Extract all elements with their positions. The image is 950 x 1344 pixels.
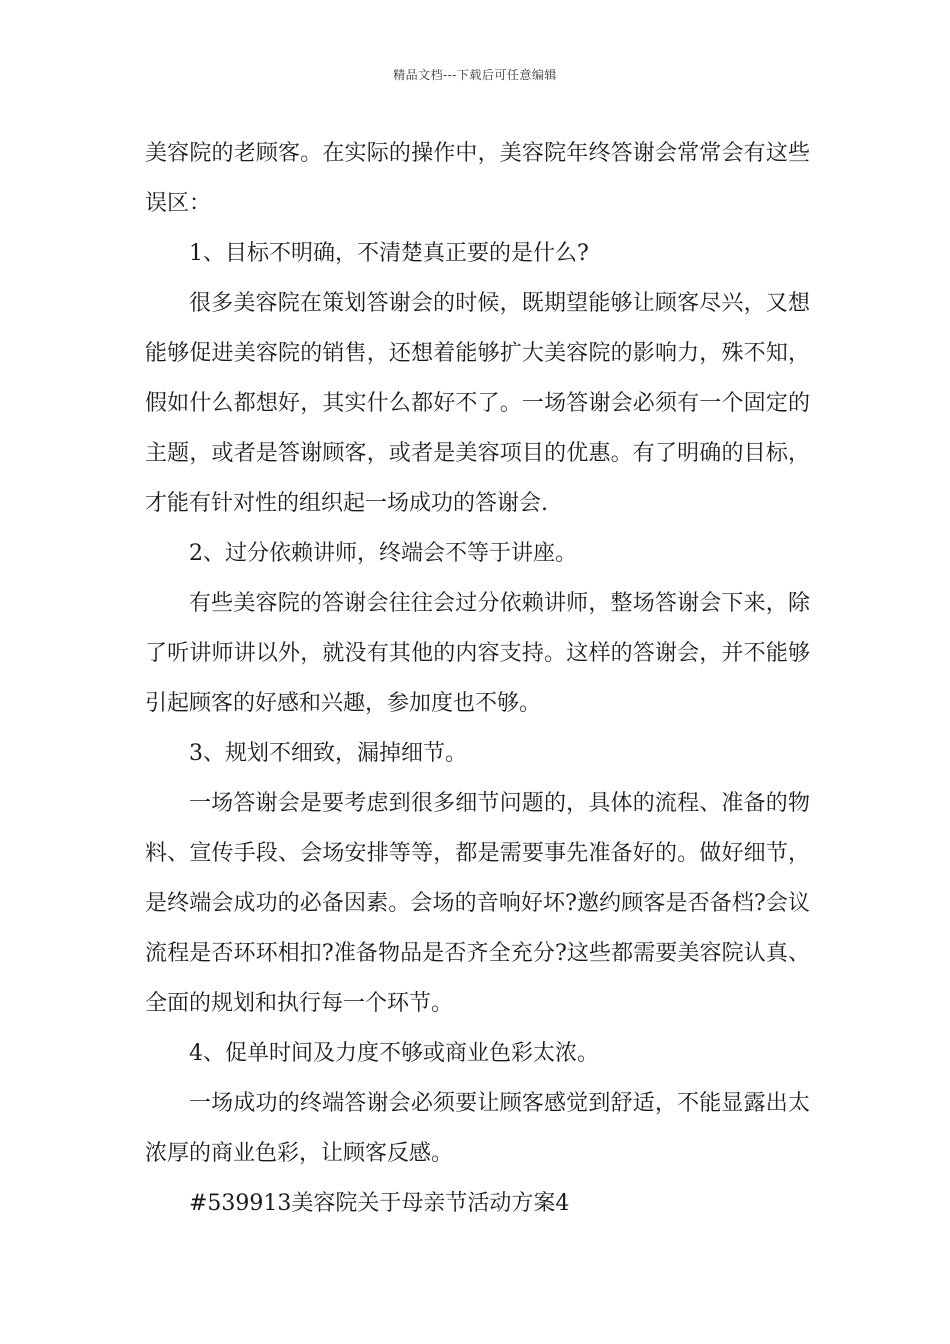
- paragraph-item-4: 一场成功的终端答谢会必须要让顾客感觉到舒适，不能显露出太浓厚的商业色彩，让顾客反感。: [145, 1091, 810, 1166]
- paragraph-item-1: 很多美容院在策划答谢会的时候，既期望能够让顾客尽兴，又想能够促进美容院的销售，还想着能够扩大美容院的影响力，殊不知，假如什么都想好，其实什么都好不了。一场答谢会必须有一个固定的主题，或者是答谢顾客，或者是美容项目的优惠。有了明确的目标，才能有针对性的组织起一场成功的答谢会.: [145, 291, 810, 516]
- heading-item-4: 4、促单时间及力度不够或商业色彩太浓。: [189, 1041, 599, 1066]
- paragraph-intro: 美容院的老顾客。在实际的操作中，美容院年终答谢会常常会有这些误区：: [145, 141, 810, 216]
- heading-item-2: 2、过分依赖讲师，终端会不等于讲座。: [189, 541, 577, 566]
- document-body: [145, 129, 810, 1229]
- heading-item-3: 3、规划不细致，漏掉细节。: [189, 741, 467, 766]
- paragraph-item-2: 有些美容院的答谢会往往会过分依赖讲师，整场答谢会下来，除了听讲师讲以外，就没有其他的内容支持。这样的答谢会，并不能够引起顾客的好感和兴趣，参加度也不够。: [145, 591, 810, 716]
- paragraph-item-3: 一场答谢会是要考虑到很多细节问题的，具体的流程、准备的物料、宣传手段、会场安排等等，都是需要事先准备好的。做好细节，是终端会成功的必备因素。会场的音响好坏?邀约顾客是否备档?会议流程是否环环相扣?准备物品是否齐全充分?这些都需要美容院认真、全面的规划和执行每一个环节。: [145, 791, 810, 1016]
- heading-item-1: 1、目标不明确，不清楚真正要的是什么?: [189, 241, 589, 266]
- section-title: #539913美容院关于母亲节活动方案4: [189, 1191, 570, 1216]
- page-header: 精品文档---下载后可任意编辑: [393, 68, 557, 82]
